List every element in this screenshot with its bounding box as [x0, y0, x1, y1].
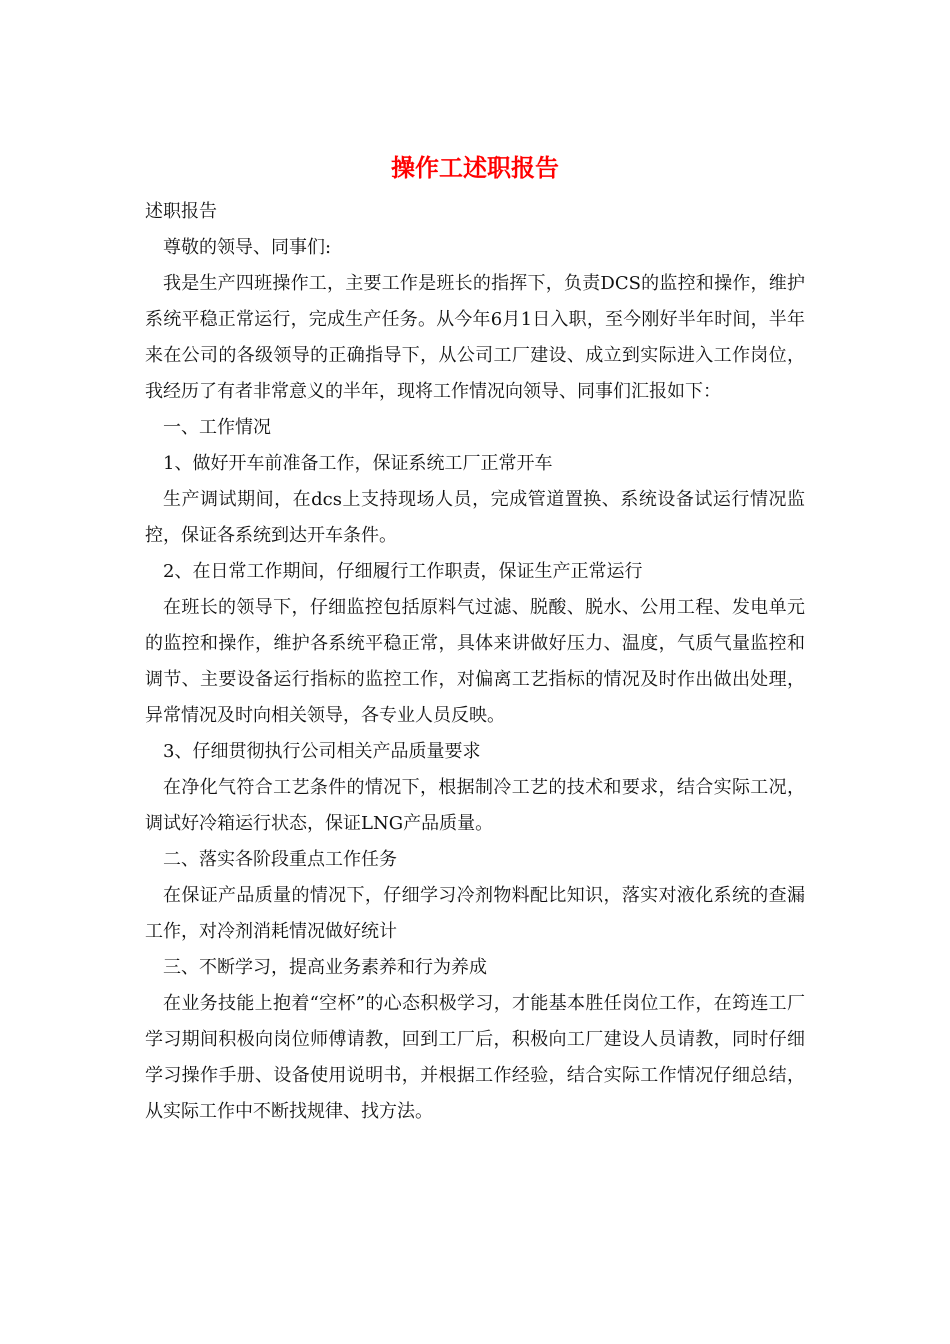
subheading-quality-requirements: 3、仔细贯彻执行公司相关产品质量要求 — [163, 741, 481, 762]
paragraph-heading-label: 述职报告 — [145, 201, 217, 222]
paragraph-continuous-learning: 在业务技能上抱着“空杯”的心态积极学习，才能基本胜任岗位工作，在筠连工厂学习期间积极向岗位师傅请教，回到工厂后，积极向工厂建设人员请教，同时仔细学习操作手册、设备使用说明书，并根据工作经验，结合实际工作情况仔细总结，从实际工作中不断找规律、找方法。 — [145, 993, 805, 1122]
section-heading-work-status: 一、工作情况 — [163, 417, 271, 438]
subheading-daily-duties: 2、在日常工作期间，仔细履行工作职责，保证生产正常运行 — [163, 561, 643, 582]
paragraph-introduction: 我是生产四班操作工，主要工作是班长的指挥下，负责DCS的监控和操作，维护系统平稳正常运行，完成生产任务。从今年6月1日入职，至今刚好半年时间，半年来在公司的各级领导的正确指导下，从公司工厂建设、成立到实际进入工作岗位，我经历了有者非常意义的半年，现将工作情况向领导、同事们汇报如下： — [145, 273, 805, 402]
section-heading-continuous-learning: 三、不断学习，提高业务素养和行为养成 — [163, 957, 487, 978]
paragraph-daily-duties: 在班长的领导下，仔细监控包括原料气过滤、脱酸、脱水、公用工程、发电单元的监控和操作，维护各系统平稳正常，具体来讲做好压力、温度，气质气量监控和调节、主要设备运行指标的监控工作，对偏离工艺指标的情况及时作出做出处理，异常情况及时向相关领导，各专业人员反映。 — [145, 597, 805, 726]
paragraph-quality-requirements: 在净化气符合工艺条件的情况下，根据制冷工艺的技术和要求，结合实际工况，调试好冷箱运行状态，保证LNG产品质量。 — [145, 777, 805, 834]
paragraph-startup-preparation: 生产调试期间，在dcs上支持现场人员，完成管道置换、系统设备试运行情况监控，保证各系统到达开车条件。 — [145, 489, 805, 546]
paragraph-salutation: 尊敬的领导、同事们: — [163, 237, 332, 258]
paragraph-key-tasks: 在保证产品质量的情况下，仔细学习冷剂物料配比知识，落实对液化系统的查漏工作，对冷剂消耗情况做好统计 — [145, 885, 805, 942]
document-body — [145, 194, 805, 1130]
section-heading-key-tasks: 二、落实各阶段重点工作任务 — [163, 849, 397, 870]
subheading-startup-preparation: 1、做好开车前准备工作，保证系统工厂正常开车 — [163, 453, 553, 474]
page-title: 操作工述职报告 — [391, 153, 559, 182]
